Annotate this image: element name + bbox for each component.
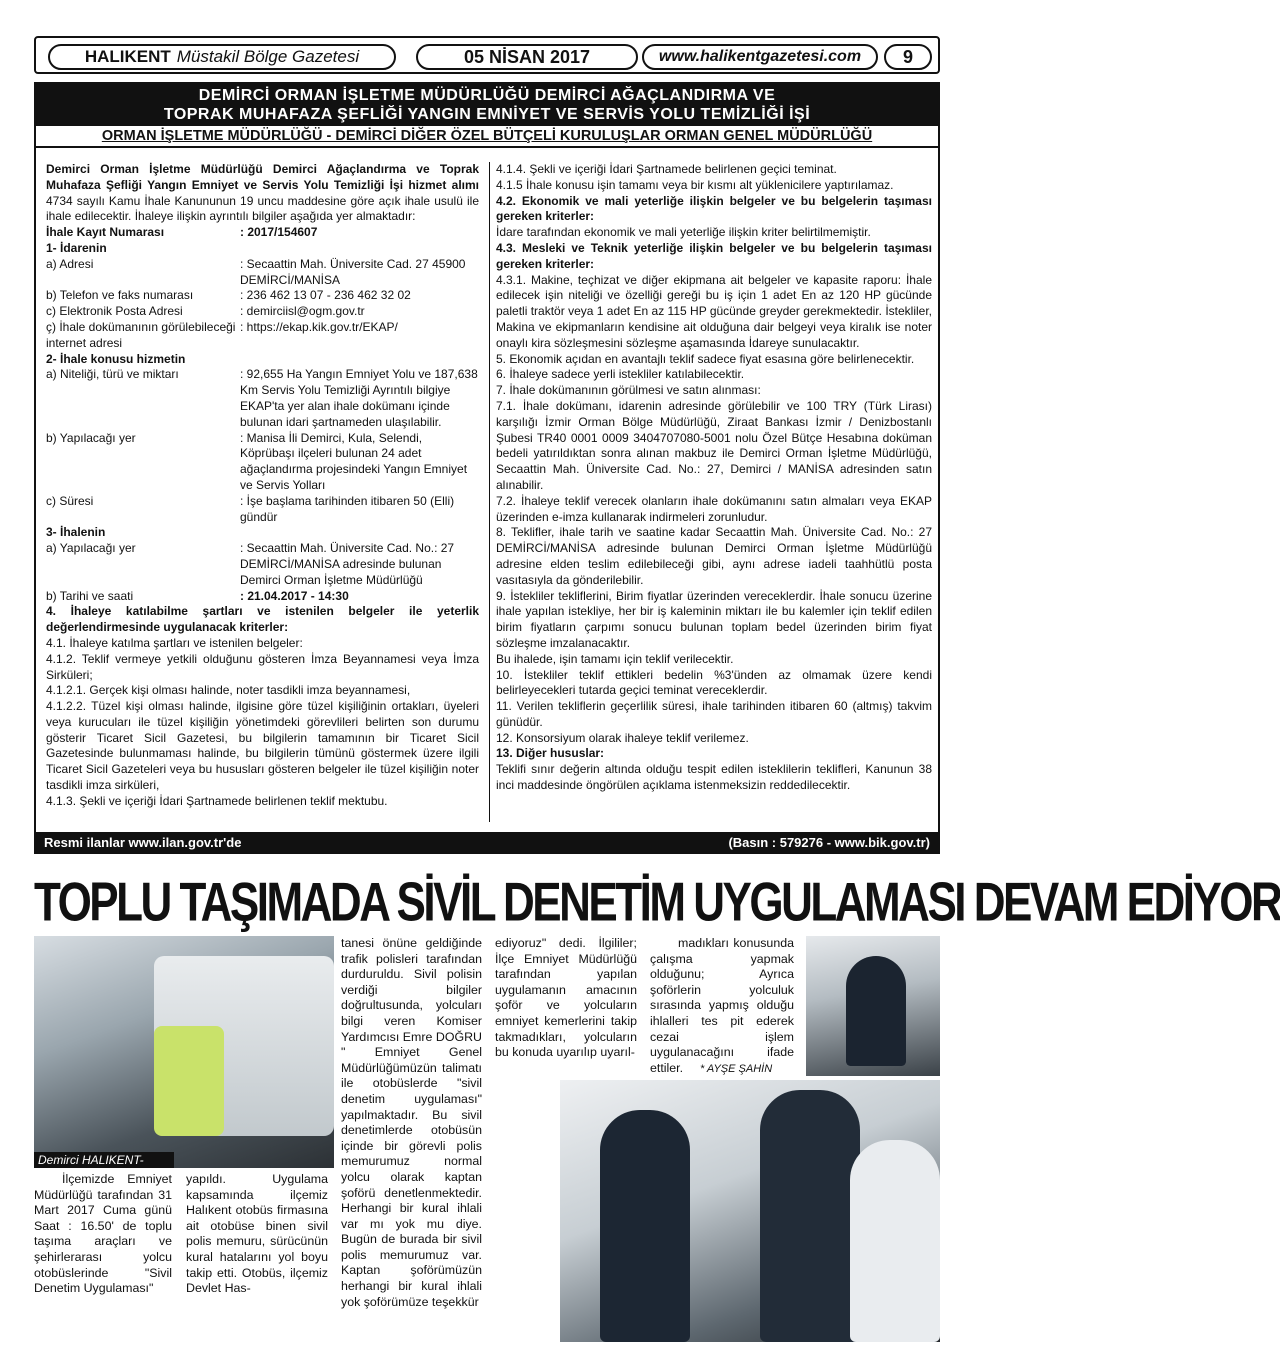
kayit-value: : 2017/154607 xyxy=(240,225,318,240)
brand-pill xyxy=(48,44,396,70)
clause-4-1-2-1: 4.1.2.1. Gerçek kişi olması halinde, noter tasdikli imza beyannamesi, xyxy=(46,683,411,698)
clause-6: 6. İhaleye sadece yerli istekliler katılabilecektir. xyxy=(496,367,745,382)
section-4-heading: 4. İhaleye katılabilme şartları ve istenilen belgeler ile yeterlik değerlendirmesinde uygulanacak kriterler: xyxy=(46,604,479,635)
announcement-subtitle: ORMAN İŞLETME MÜDÜRLÜĞÜ - DEMİRCİ DİĞER ÖZEL BÜTÇELİ KURULUŞLAR ORMAN GENEL MÜDÜRLÜĞÜ xyxy=(36,124,938,148)
clause-5: 5. Ekonomik açıdan en avantajlı teklif sadece fiyat esasına göre belirlenecektir. xyxy=(496,351,915,366)
clause-4-1-2-2: 4.1.2.2. Tüzel kişi olması halinde, ilgisine göre tüzel kişiliğinin ortakları, üyeleri veya kurucuları ile tüzel kişiliğin yönetimdeki görevlileri belirten son durumu gösterir Ticaret Sicil Gazetesi, bu bilgilerin tamamının bir Ticaret Sicil Gazetesinde bulunmaması halinde, bu bilgilerin tümünü göstermek üzere ilgili Ticaret Sicil Gazeteleri veya bu hususları gösteren belgeler ile tüzel kişiliğin noter tasdikli imza sirküleri, xyxy=(46,699,479,793)
announcement-footer xyxy=(36,832,938,852)
officer-figure-center xyxy=(760,1090,860,1342)
tel-value: : 236 462 13 07 - 236 462 32 02 xyxy=(240,288,411,303)
clause-13-text: Teklifi sınır değerin altında olduğu tespit edilen isteklilerin teklifleri, Kanunun 38 inci maddesinde öngörülen açıklama istenmeksizin reddedilecektir. xyxy=(496,762,932,793)
ihale-yer-row xyxy=(46,541,479,588)
clause-7-2: 7.2. İhaleye teklif verecek olanların ihale dokümanını satın almaları veya EKAP üzerinden e-imza kullanarak indirmeleri zorunludur. xyxy=(496,493,932,524)
article-headline: TOPLU TAŞIMADA SİVİL DENETİM UYGULAMASI DEVAM EDİYOR xyxy=(34,871,1280,933)
article-column-1 xyxy=(34,1172,172,1342)
driver-figure xyxy=(850,1140,940,1342)
article-col3-text: tanesi önüne geldiğinde trafik polisleri tarafından durduruldu. Sivil polisin verdiği bilgiler doğrultusunda, yolcuları bilgi veren Komiser Yardımcısı Emre DOĞRU " Emniyet Genel Müdürlüğümüzün talimatı ile otobüslerde "sivil denetim uygulaması" yapılmaktadır. Bu sivil denetimlerde otobüsün içinde bir görevli polis memurumuz normal yolcu olarak kaptan şoförü denetlenmektedir. Herhangi bir kural ihlali var mı yok mu diye. Bugün de burada bir sivil polis memurumuz var. Kaptan şoförümüzün herhangi bir kural ihlali yok şoförümüze teşekkür xyxy=(341,936,482,1309)
yer-row xyxy=(46,431,479,494)
photo-caption: Demirci HALIKENT- xyxy=(34,1152,174,1168)
adres-label: a) Adresi xyxy=(46,256,94,271)
traffic-officer-figure xyxy=(154,1026,224,1136)
tender-announcement xyxy=(34,82,940,854)
kayit-row xyxy=(46,225,479,241)
page-number: 9 xyxy=(884,44,932,70)
intro-rest: 4734 sayılı Kamu İhale Kanununun 19 uncu maddesine göre açık ihale usulü ile ihale edilecektir. İhaleye ilişkin ayrıntılı bilgiler aşağıda yer almaktadır: xyxy=(46,193,479,224)
bus-inspection-photo xyxy=(34,936,334,1168)
officer-figure xyxy=(846,956,906,1066)
article-column-2 xyxy=(186,1172,328,1342)
adres-row xyxy=(46,257,479,289)
article-col5-text: madıkları konusunda çalışma yapmak olduğunu; Ayrıca şoförlerin yolculuk sırasında yapmış olduğu ihlalleri tes pit ederek cezai işlem uygulanacağını ifade ettiler. xyxy=(650,936,794,1075)
mail-label: c) Elektronik Posta Adresi xyxy=(46,304,183,319)
issue-date: 05 NİSAN 2017 xyxy=(416,44,638,70)
clause-12: 12. Konsorsiyum olarak ihaleye teklif verilemez. xyxy=(496,730,749,745)
kayit-label: İhale Kayıt Numarası xyxy=(46,225,165,240)
officers-interview-photo xyxy=(560,1080,940,1342)
clause-4-1-5: 4.1.5 İhale konusu işin tamamı veya bir kısmı alt yüklenicilere yaptırılamaz. xyxy=(496,177,894,192)
clause-7: 7. İhale dokümanının görülmesi ve satın alınması: xyxy=(496,383,761,398)
clause-4-2-text: İdare tarafından ekonomik ve mali yeterliğe ilişkin kriter belirtilmemiştir. xyxy=(496,225,871,240)
brand-name: HALIKENT xyxy=(84,47,171,66)
article-column-4 xyxy=(495,936,637,1076)
ihale-yer-value: : Secaattin Mah. Üniversite Cad. No.: 27 DEMİRCİ/MANİSA adresinde bulunan Demirci Orman İşletme Müdürlüğü xyxy=(240,541,455,587)
web-label: ç) İhale dokümanının görülebileceği internet adresi xyxy=(46,319,236,350)
clause-4-1-2: 4.1.2. Teklif vermeye yetkili olduğunu gösteren İmza Beyannamesi veya İmza Sirküleri; xyxy=(46,651,479,682)
web-value: : https://ekap.kik.gov.tr/EKAP/ xyxy=(240,319,398,334)
clause-4-1-4: 4.1.4. Şekli ve içeriği İdari Şartnamede belirlenen geçici teminat. xyxy=(496,162,837,176)
clause-9: 9. İstekliler tekliflerini, Birim fiyatlar üzerinden vereceklerdir. İhale sonucu üzerine ihale yapılan istekliye, her bir iş kaleminin miktarı ile bu kalemler için teklif edilen birim fiyatların çarpımı sonucu bulunan toplam bedel üzerinden birim fiyat sözleşme imzalanacaktır. xyxy=(496,588,932,650)
adres-value: : Secaattin Mah. Üniversite Cad. 27 45900 DEMİRCİ/MANİSA xyxy=(240,256,466,287)
clause-4-1-3: 4.1.3. Şekli ve içeriği İdari Şartnamede belirlenen teklif mektubu. xyxy=(46,793,388,808)
mail-value: : demirciisl@ogm.gov.tr xyxy=(240,304,365,319)
nitelik-label: a) Niteliği, türü ve miktarı xyxy=(46,367,179,382)
article-column-3 xyxy=(341,936,482,1342)
footer-ilan-link[interactable]: Resmi ilanlar www.ilan.gov.tr'de xyxy=(44,834,242,850)
footer-press-code: (Basın : 579276 - www.bik.gov.tr) xyxy=(728,834,930,850)
web-row xyxy=(46,320,479,352)
section-1-heading: 1- İdarenin xyxy=(46,240,107,255)
sure-value: : İşe başlama tarihinden itibaren 50 (Elli) gündür xyxy=(240,493,455,524)
clause-13: 13. Diğer hususlar: xyxy=(496,746,605,761)
website-link[interactable]: www.halikentgazetesi.com xyxy=(642,44,878,70)
clause-9-note: Bu ihalede, işin tamamı için teklif verilecektir. xyxy=(496,651,734,666)
nitelik-value: : 92,655 Ha Yangın Emniyet Yolu ve 187,638 Km Servis Yolu Temizliği Ayrıntılı bilgiye EKAP'ta yer alan ihale dokümanı içinde bulunan idari şartnameden ulaşılabilir. xyxy=(240,367,478,429)
section-2-heading: 2- İhale konusu hizmetin xyxy=(46,351,186,366)
clause-4-2: 4.2. Ekonomik ve mali yeterliğe ilişkin belgeler ve bu belgelerin taşıması gereken kriterler: xyxy=(496,193,932,224)
clause-4-3-1: 4.3.1. Makine, teçhizat ve diğer ekipmana ait belgeler ve kapasite raporu: İhale edilecek işin niteliği ve özelliği gereği bu iş için 1 adet En az 120 HP gücünde paletli traktör veya 1 adet En az 115 HP gücünde greyder gerekmektedir. İstekliler, Makina ve ekipmanların kendisine ait olduğuna dair belgeyi veya kiralık ise noter onaylı kira sözleşmesini sözleşme aşamasında İdareye sunulacaktır. xyxy=(496,272,932,350)
officer-on-bus-photo xyxy=(806,936,940,1076)
announcement-columns xyxy=(46,162,932,822)
tarih-row xyxy=(46,589,479,605)
nitelik-row xyxy=(46,367,479,430)
article-col2-text: yapıldı. Uygulama kapsamında ilçemiz Halıkent otobüs firmasına ait otobüse binen sivil polis memuru, sürücünün kural hatalarını yol boyu takip etti. Otobüs, ilçemiz Devlet Has- xyxy=(186,1172,328,1296)
yer-label: b) Yapılacağı yer xyxy=(46,430,136,445)
announcement-title xyxy=(36,84,938,124)
brand-subtitle: Müstakil Bölge Gazetesi xyxy=(176,47,360,66)
tel-label: b) Telefon ve faks numarası xyxy=(46,288,194,303)
masthead xyxy=(34,36,940,74)
ihale-yer-label: a) Yapılacağı yer xyxy=(46,541,136,556)
yer-value: : Manisa İli Demirci, Kula, Selendi, Köprübaşı ilçeleri bulunan 24 adet ağaçlandırma projesindeki Yangın Emniyet ve Servis Yolları xyxy=(240,430,468,492)
title-line-2: TOPRAK MUHAFAZA ŞEFLİĞİ YANGIN EMNİYET VE SERVİS YOLU TEMİZLİĞİ İŞİ xyxy=(163,106,811,123)
intro-paragraph xyxy=(46,162,479,225)
mail-row xyxy=(46,304,479,320)
tarih-label: b) Tarihi ve saati xyxy=(46,588,134,603)
tarih-value: : 21.04.2017 - 14:30 xyxy=(240,588,349,603)
tel-row xyxy=(46,288,479,304)
sure-label: c) Süresi xyxy=(46,493,94,508)
clause-11: 11. Verilen tekliflerin geçerlilik süresi, ihale tarihinden itibaren 60 (altmış) takvim günüdür. xyxy=(496,699,932,729)
clause-8: 8. Teklifler, ihale tarih ve saatine kadar Secaattin Mah. Üniversite Cad. No.: 27 DEMİRCİ/MANİSA adresinde bulunan Demirci Orman İşletme Müdürlüğü adresine elden teslim edilebileceği gibi, aynı adrese iadeli taahhütlü posta vasıtasıyla da gönderilebilir. xyxy=(496,525,932,587)
clause-4-1: 4.1. İhaleye katılma şartları ve istenilen belgeler: xyxy=(46,635,303,650)
sure-row xyxy=(46,494,479,526)
article-col4-text: ediyoruz" dedi. İlgililer; İlçe Emniyet Müdürlüğü tarafından yapılan uygulamanın amacının şoför ve yolcuların emniyet kemerlerini takip takmadıkları, yolcuların bu konuda uyarılıp uyarıl- xyxy=(495,936,637,1060)
clause-7-1: 7.1. İhale dokümanı, idarenin adresinde görülebilir ve 100 TRY (Türk Lirası) karşılığı İzmir Orman Bölge Müdürlüğü, Ziraat Bankası İzmir / Denizbostanlı Şubesi TR40 0001 0009 3404707080-5001 nolu Özel Bütçe Hesabına doküman bedeli yatırıldıktan sonra alınan makbuz ile Demirci Orman İşletme Müdürlüğü, Secaattin Mah. Üniversite Cad. No.: 27, Demirci / MANİSA adresinden satın alınabilir. xyxy=(496,398,932,492)
announcement-right-column xyxy=(489,162,932,822)
article-col1-text: İlçemizde Emniyet Müdürlüğü tarafından 31 Mart 2017 Cuma günü Saat : 16.50' de toplu taşıma araçları ve şehirlerarası yolcu otobüslerinde "Sivil Denetim Uygulaması" xyxy=(34,1172,172,1296)
section-3-heading: 3- İhalenin xyxy=(46,525,106,540)
clause-10: 10. İstekliler teklif ettikleri bedelin %3'ünden az olmamak üzere kendi belirleyecekleri tutarda geçici teminat vereceklerdir. xyxy=(496,667,932,698)
clause-4-3: 4.3. Mesleki ve Teknik yeterliğe ilişkin belgeler ve bu belgelerin taşıması gereken kriterler: xyxy=(496,240,932,271)
announcement-left-column xyxy=(46,162,489,822)
officer-figure-left xyxy=(600,1110,690,1342)
intro-bold: Demirci Orman İşletme Müdürlüğü Demirci Ağaçlandırma ve Toprak Muhafaza Şefliği Yangın Emniyet ve Servis Yolu Temizliği İşi hizmet alımı xyxy=(46,162,479,192)
author-byline: * AYŞE ŞAHİN xyxy=(700,1063,773,1075)
title-line-1: DEMİRCİ ORMAN İŞLETME MÜDÜRLÜĞÜ DEMİRCİ AĞAÇLANDIRMA VE xyxy=(198,87,776,104)
